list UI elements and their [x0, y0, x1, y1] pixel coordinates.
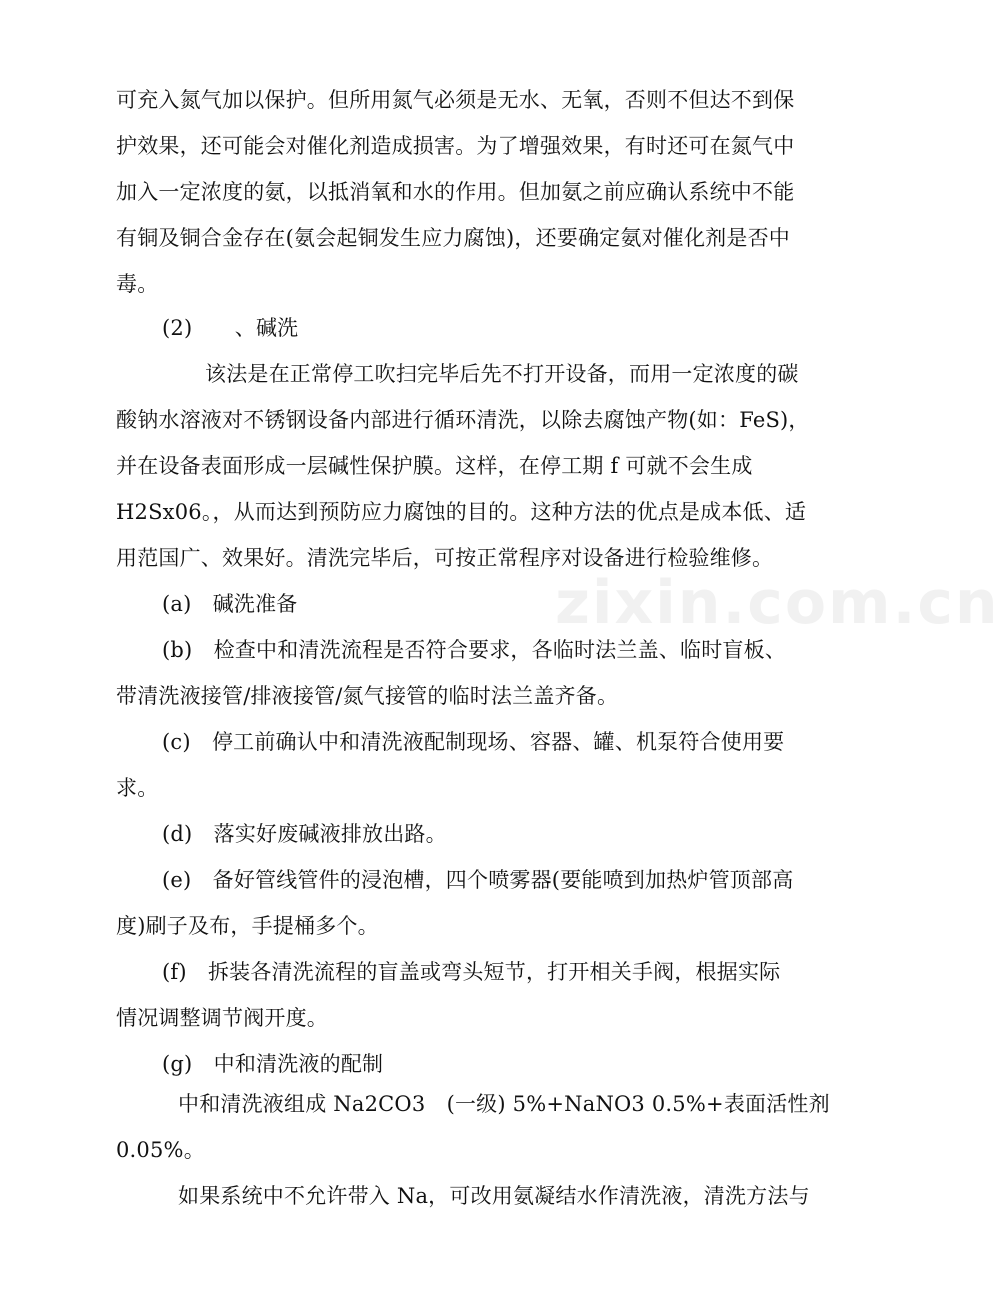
paragraph-line: 并在设备表面形成一层碱性保护膜。这样，在停工期 f 可就不会生成 [116, 454, 753, 478]
list-item: (c) 停工前确认中和清洗液配制现场、容器、罐、机泵符合使用要 [162, 730, 785, 754]
paragraph-line: 护效果，还可能会对催化剂造成损害。为了增强效果，有时还可在氮气中 [116, 134, 795, 158]
paragraph-line: 有铜及铜合金存在(氨会起铜发生应力腐蚀)，还要确定氨对催化剂是否中 [116, 226, 790, 250]
list-item: (a) 碱洗准备 [162, 592, 298, 616]
list-item-continuation: 情况调整调节阀开度。 [116, 1006, 328, 1030]
paragraph-line: 用范国广、效果好。清洗完毕后，可按正常程序对设备进行检验维修。 [116, 546, 774, 570]
paragraph-line: 如果系统中不允许带入 Na，可改用氨凝结水作清洗液，清洗方法与 [178, 1184, 810, 1208]
list-item: (e) 备好管线管件的浸泡槽，四个喷雾器(要能喷到加热炉管顶部高 [162, 868, 794, 892]
list-item: (g) 中和清洗液的配制 [162, 1052, 384, 1076]
formula-line: 中和清洗液组成 Na2CO3 (一级) 5%+NaNO3 0.5%+表面活性剂 [178, 1092, 830, 1116]
watermark: zixin.com.cn [555, 568, 1000, 638]
list-item-continuation: 带清洗液接管/排液接管/氮气接管的临时法兰盖齐备。 [116, 684, 619, 708]
list-item: (b) 检查中和清洗流程是否符合要求，各临时法兰盖、临时盲板、 [162, 638, 787, 662]
list-item: (f) 拆装各清洗流程的盲盖或弯头短节，打开相关手阀，根据实际 [162, 960, 781, 984]
formula-line-continuation: 0.05%。 [116, 1138, 205, 1162]
paragraph-line: 毒。 [116, 272, 159, 296]
list-item-continuation: 求。 [116, 776, 159, 800]
paragraph-line: 酸钠水溶液对不锈钢设备内部进行循环清洗，以除去腐蚀产物(如：FeS)， [116, 408, 810, 432]
paragraph-line: 该法是在正常停工吹扫完毕后先不打开设备，而用一定浓度的碳 [205, 362, 799, 386]
list-item: (d) 落实好废碱液排放出路。 [162, 822, 447, 846]
paragraph-line: 加入一定浓度的氨，以抵消氧和水的作用。但加氨之前应确认系统中不能 [116, 180, 795, 204]
paragraph-line: 可充入氮气加以保护。但所用氮气必须是无水、无氧，否则不但达不到保 [116, 88, 795, 112]
list-item-continuation: 度)刷子及布，手提桶多个。 [116, 914, 379, 938]
paragraph-line: H2Sx06。，从而达到预防应力腐蚀的目的。这种方法的优点是成本低、适 [116, 500, 807, 524]
section-heading: (2) 、碱洗 [162, 316, 299, 340]
